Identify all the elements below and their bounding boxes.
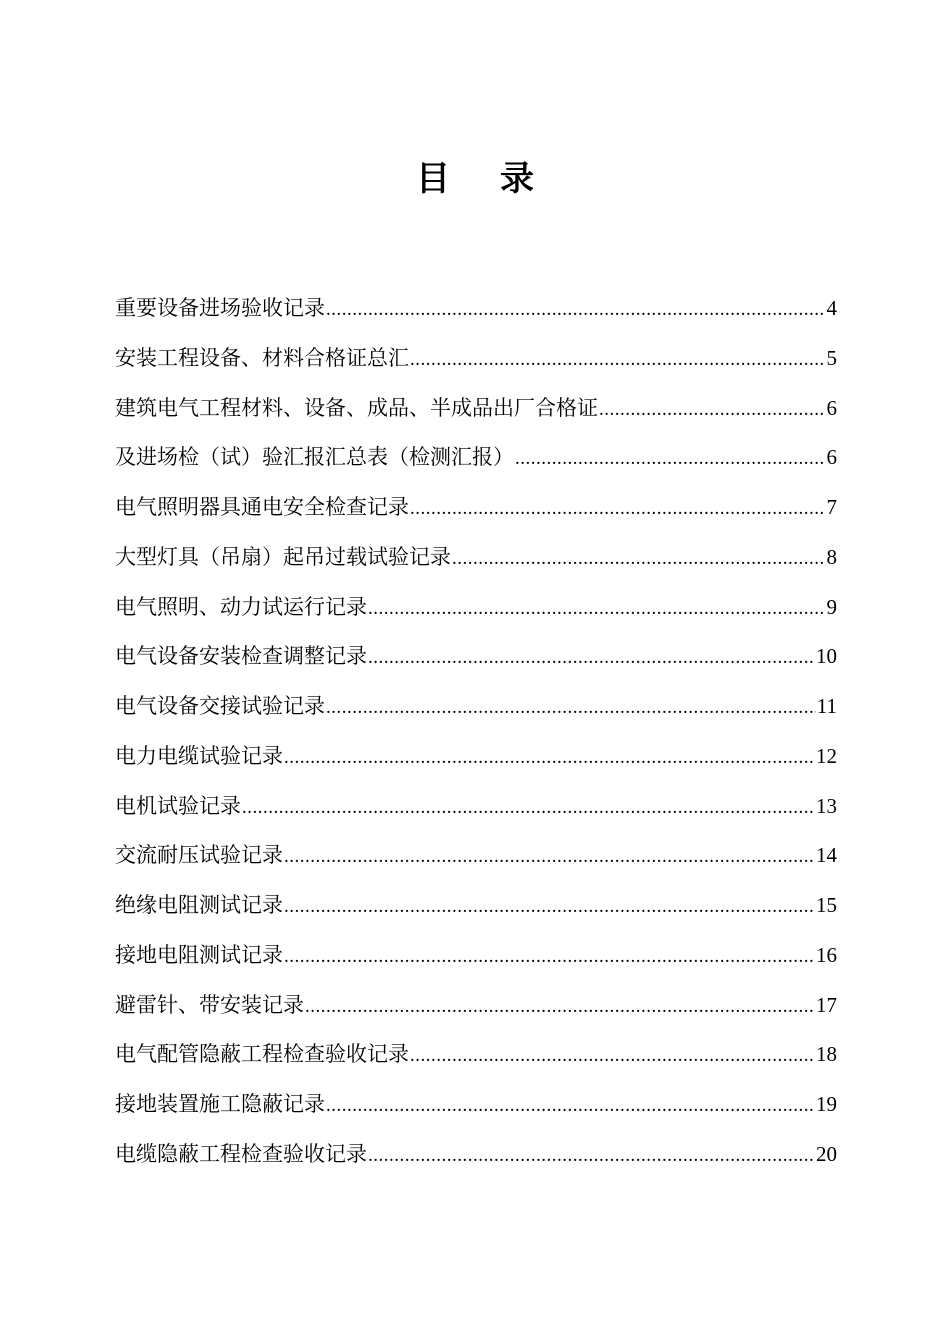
- toc-page-number: 5: [826, 345, 837, 370]
- toc-entry[interactable]: [115, 1034, 837, 1084]
- toc-entry[interactable]: [115, 338, 837, 388]
- toc-leader-dots: [326, 290, 826, 330]
- toc-leader-dots: [410, 1036, 815, 1076]
- toc-page-number: 10: [816, 644, 837, 669]
- title-char-2: 录: [500, 159, 534, 199]
- toc-entry[interactable]: [115, 388, 837, 438]
- toc-entry[interactable]: [115, 537, 837, 587]
- toc-entry-title: 安装工程设备、材料合格证总汇: [115, 345, 409, 370]
- toc-page-number: 16: [816, 942, 837, 967]
- toc-page-number: 19: [816, 1092, 837, 1116]
- toc-leader-dots: [368, 589, 826, 629]
- toc-entry-title: 建筑电气工程材料、设备、成品、半成品出厂合格证: [115, 395, 598, 420]
- toc-page-number: 6: [826, 395, 837, 420]
- toc-leader-dots: [368, 638, 815, 678]
- toc-page-number: 20: [816, 1141, 837, 1166]
- toc-entry[interactable]: [115, 885, 837, 935]
- toc-entry[interactable]: [115, 1134, 837, 1184]
- toc-leader-dots: [599, 390, 826, 430]
- toc-page-number: 14: [816, 843, 837, 868]
- toc-entry-title: 及进场检（试）验汇报汇总表（检测汇报）: [115, 445, 514, 470]
- toc-page-number: 15: [816, 893, 837, 917]
- toc-entry[interactable]: [115, 835, 837, 885]
- toc-leader-dots: [410, 340, 826, 380]
- toc-leader-dots: [242, 788, 815, 828]
- toc-entry-title: 电力电缆试验记录: [115, 743, 283, 768]
- toc-leader-dots: [305, 987, 815, 1027]
- toc-leader-dots: [368, 1136, 815, 1176]
- toc-entry[interactable]: [115, 786, 837, 836]
- toc-entry-title: 电气配管隐蔽工程检查验收记录: [115, 1042, 409, 1067]
- toc-page-number: 6: [826, 445, 837, 470]
- toc-entry-title: 接地装置施工隐蔽记录: [115, 1092, 325, 1116]
- toc-leader-dots: [452, 539, 826, 579]
- toc-page-number: 13: [816, 793, 837, 818]
- toc-entry-title: 大型灯具（吊扇）起吊过载试验记录: [115, 544, 451, 569]
- toc-entry[interactable]: [115, 636, 837, 686]
- toc-entry-title: 接地电阻测试记录: [115, 942, 283, 967]
- toc-leader-dots: [326, 1086, 815, 1126]
- toc-leader-dots: [284, 937, 815, 977]
- toc-entry[interactable]: [115, 437, 837, 487]
- toc-entry[interactable]: [115, 736, 837, 786]
- toc-page-number: 7: [826, 495, 837, 519]
- toc-entry-title: 电机试验记录: [115, 793, 241, 818]
- toc-leader-dots: [410, 489, 826, 529]
- page-title: [0, 155, 950, 203]
- toc-entry-title: 绝缘电阻测试记录: [115, 893, 283, 917]
- toc-leader-dots: [326, 688, 816, 728]
- toc-entry-title: 电气设备交接试验记录: [115, 694, 325, 718]
- toc-page-number: 18: [816, 1042, 837, 1067]
- toc-entry-title: 重要设备进场验收记录: [115, 296, 325, 320]
- toc-entry[interactable]: [115, 487, 837, 537]
- toc-entry-title: 电缆隐蔽工程检查验收记录: [115, 1141, 367, 1166]
- toc-entry-title: 电气照明器具通电安全检查记录: [115, 495, 409, 519]
- toc-entry[interactable]: [115, 587, 837, 637]
- toc-page-number: 11: [816, 694, 837, 718]
- toc-entry-title: 避雷针、带安装记录: [115, 992, 304, 1017]
- toc-leader-dots: [284, 738, 815, 778]
- toc-page-number: 17: [816, 992, 837, 1017]
- toc-page-number: 12: [816, 743, 837, 768]
- toc-leader-dots: [515, 439, 826, 479]
- toc-entry-title: 交流耐压试验记录: [115, 843, 283, 868]
- toc-leader-dots: [284, 837, 815, 877]
- toc-entry-title: 电气设备安装检查调整记录: [115, 644, 367, 669]
- toc-page-number: 9: [826, 594, 837, 619]
- toc-entry[interactable]: [115, 1084, 837, 1134]
- toc-entry[interactable]: [115, 935, 837, 985]
- toc-page-number: 8: [826, 544, 837, 569]
- toc-entry[interactable]: [115, 288, 837, 338]
- table-of-contents: [115, 288, 837, 1184]
- toc-entry-title: 电气照明、动力试运行记录: [115, 594, 367, 619]
- toc-page-number: 4: [826, 296, 837, 320]
- toc-entry[interactable]: [115, 686, 837, 736]
- title-char-1: 目: [416, 159, 450, 199]
- toc-leader-dots: [284, 887, 815, 927]
- toc-entry[interactable]: [115, 985, 837, 1035]
